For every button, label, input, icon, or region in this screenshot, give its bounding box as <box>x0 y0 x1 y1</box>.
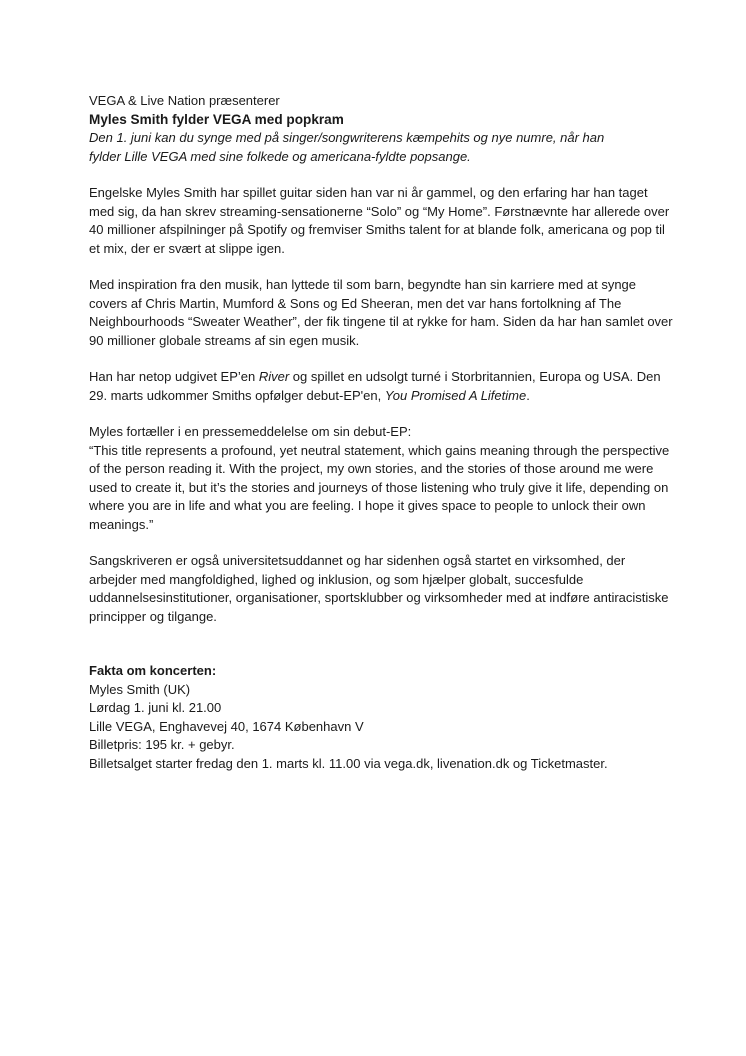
fakta-artist: Myles Smith (UK) <box>89 681 191 697</box>
ep-title-river: River <box>258 369 290 384</box>
paragraph-3 <box>89 368 676 405</box>
paragraph-3-part-a: Han har netop udgivet EP’en <box>89 369 259 384</box>
paragraph-3-part-b: og spillet en udsolgt turné i Storbritannien, Europa og USA. Den 29. marts udkommer Smiths opfølger debut-EP'en, <box>89 369 661 403</box>
quote-intro: Myles fortæller i en pressemeddelelse om sin debut-EP: <box>89 424 412 439</box>
ep-title-you-promised: You Promised A Lifetime <box>384 387 527 403</box>
quote: “This title represents a profound, yet neutral statement, which gains meaning through the perspective of the person reading it. With the project, my own stories, and the stories of those around me were used to create it, but it’s the stories and journeys of those listening who truly give it life, depending on where you are in life and what you are feeling. I hope it gives space to people to unlock their own meanings.” <box>89 442 670 532</box>
fakta-venue: Lille VEGA, Enghavevej 40, 1674 København V <box>89 718 364 734</box>
fakta-price: Billetpris: 195 kr. + gebyr. <box>89 737 235 752</box>
paragraph-2: Med inspiration fra den musik, han lyttede til som barn, begyndte han sin karriere med at synge covers af Chris Martin, Mumford & Sons og Ed Sheeran, men det var hans fortolkning af The Neighbourhoods “Sweater Weather”, der fik tingene til at rykke for ham. Siden da har han samlet over 90 millioner globale streams af sin egen musik. <box>89 277 673 348</box>
fakta-date: Lørdag 1. juni kl. 21.00 <box>89 700 222 715</box>
fakta-ticket-sale: Billetsalget starter fredag den 1. marts kl. 11.00 via vega.dk, livenation.dk og Ticketmaster. <box>89 755 608 771</box>
paragraph-5: Sangskriveren er også universitetsuddannet og har sidenhen også startet en virksomhed, der arbejder med mangfoldighed, lighed og inklusion, og som hjælper globalt, succesfulde uddannelsesinstitutioner, organisationer, sportsklubber og virksomheder med at indføre antiracistiske principper og tilgange. <box>89 553 669 624</box>
lead-line-1: Den 1. juni kan du synge med på singer/songwriterens kæmpehits og nye numre, når han <box>89 130 605 145</box>
kicker: VEGA & Live Nation præsenterer <box>89 93 280 108</box>
paragraph-1: Engelske Myles Smith har spillet guitar siden han var ni år gammel, og den erfaring har han taget med sig, da han skrev streaming-sensationerne “Solo” og “My Home”. Førstnævnte har allerede over 40 millioner afspilninger på Spotify og fremviser Smiths talent for at blande folk, americana og pop til et mix, der er svært at slippe igen. <box>89 185 670 256</box>
fakta-title: Fakta om koncerten: <box>89 663 217 678</box>
lead-line-2: fylder Lille VEGA med sine folkede og americana-fyldte popsange. <box>89 148 471 164</box>
paragraph-3-part-c: . <box>526 387 530 403</box>
headline: Myles Smith fylder VEGA med popkram <box>89 111 344 127</box>
